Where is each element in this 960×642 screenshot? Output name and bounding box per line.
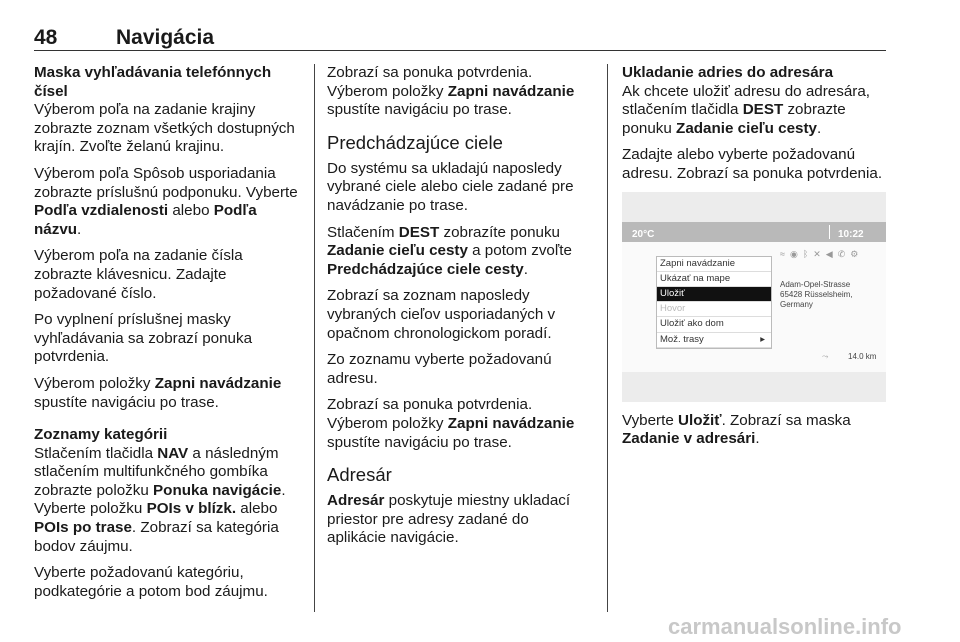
phone-icon: ✆ [837, 248, 851, 259]
menu-item-route-options[interactable]: Mož. trasy ▸ [657, 333, 771, 348]
route-icon: ⤳ [822, 351, 829, 361]
menu-item-start-guidance[interactable]: Zapni navádzanie [657, 257, 771, 272]
page-header [34, 26, 886, 51]
paragraph: Do systému sa ukladajú naposledy vybrané ciele alebo ciele zadané pre navádzanie po trase. [327, 159, 574, 214]
paragraph: Výberom poľa na zadanie krajiny zobrazte zoznam všetkých dostupných krajín. Zvoľte želanú krajinu. [34, 101, 295, 156]
paragraph: Výberom položky Zapni navádzanie spustíte navigáciu po trase. [327, 82, 575, 119]
heading-category-lists: Zoznamy kategórii [34, 426, 168, 444]
status-divider [829, 225, 830, 239]
paragraph: Zobrazí sa zoznam naposledy vybraných cieľov usporiadaných v opačnom chronologickom poradí. [327, 287, 556, 342]
paragraph: Po vyplnení príslušnej masky vyhľadávania sa zobrazí ponuka potvrdenia. [34, 311, 253, 366]
column-3 [622, 64, 886, 457]
destination-address: Adam-Opel-Strasse 65428 Rüsselsheim, Germany [780, 279, 853, 309]
paragraph: Vyberte požadovanú kategóriu, podkategórie a potom bod záujmu. [34, 564, 268, 600]
column-divider-1 [314, 64, 315, 612]
mute-icon: ✕ [813, 248, 826, 259]
watermark: carmanualsonline.info [668, 614, 902, 639]
paragraph: Vyberte Uložiť. Zobrazí sa maska Zadanie v adresári. [622, 411, 851, 448]
paragraph: Zobrazí sa ponuka potvrdenia. [327, 64, 533, 81]
paragraph: Zobrazí sa ponuka potvrdenia. [327, 396, 533, 414]
status-bar [622, 222, 886, 242]
paragraph: Výberom poľa Spôsob usporiadania zobrazte príslušnú podponuku. Vyberte Podľa vzdialenosti alebo Podľa názvu. [34, 164, 298, 238]
paragraph: Zadajte alebo vyberte požadovanú adresu. Zobrazí sa ponuka potvrdenia. [622, 146, 883, 182]
chevron-right-icon: ▸ [760, 333, 765, 345]
paragraph: Ak chcete uložiť adresu do adresára, stlačením tlačidla DEST zobrazte ponuku Zadanie cieľu cesty. [622, 82, 870, 137]
radio-icon: ◉ [789, 248, 803, 259]
heading-previous-destinations: Predchádzajúce ciele [327, 131, 503, 153]
paragraph: Stlačením DEST zobrazíte ponuku Zadanie cieľu cesty a potom zvoľte Predchádzajúce ciele cesty. [327, 223, 572, 278]
volume-icon: ◀ [825, 248, 838, 259]
column-2 [327, 64, 591, 556]
column-1 [34, 64, 302, 609]
page-title: Navigácia [116, 26, 215, 49]
heading-phone-search: Maska vyhľadávania telefónnych čísel [34, 64, 272, 100]
paragraph: Zo zoznamu vyberte požadovanú adresu. [327, 351, 552, 387]
settings-icon: ⚙ [850, 248, 864, 259]
infotainment-screenshot [622, 192, 886, 402]
confirmation-menu [656, 256, 772, 349]
distance: 14.0 km [848, 351, 877, 361]
display-screen [622, 222, 886, 372]
heading-save-address: Ukladanie adries do adresára [622, 64, 834, 81]
menu-item-call[interactable]: Hovor [657, 302, 771, 317]
menu-item-save-as-home[interactable]: Uložiť ako dom [657, 317, 771, 332]
menu-item-show-on-map[interactable]: Ukázať na mape [657, 272, 771, 287]
page-number: 48 [34, 26, 58, 49]
paragraph: Výberom položky Zapni navádzanie spustíte navigáciu po trase. [327, 414, 575, 451]
heading-address-book: Adresár [327, 464, 392, 486]
bluetooth-icon: ᛒ [802, 248, 814, 259]
paragraph: Stlačením tlačidla NAV a následným stlačením multifunkčného gombíka zobrazte položku Ponuka navigácie. Vyberte položku POIs v blízk. alebo POIs po trase. Zobrazí sa kategória bodov záujmu. [34, 444, 286, 555]
status-icons [780, 245, 863, 264]
paragraph: Výberom poľa na zadanie čísla zobrazte klávesnicu. Zadajte požadované číslo. [34, 247, 243, 302]
clock: 10:22 [838, 228, 864, 240]
paragraph: Adresár poskytuje miestny ukladací priestor pre adresy zadané do aplikácie navigácie. [327, 492, 571, 547]
signal-icon: ≈ [780, 248, 790, 259]
temperature: 20°C [632, 228, 655, 240]
menu-item-save[interactable]: Uložiť [657, 287, 771, 302]
paragraph: Výberom položky Zapni navádzanie spustíte navigáciu po trase. [34, 374, 282, 411]
column-divider-2 [607, 64, 608, 612]
